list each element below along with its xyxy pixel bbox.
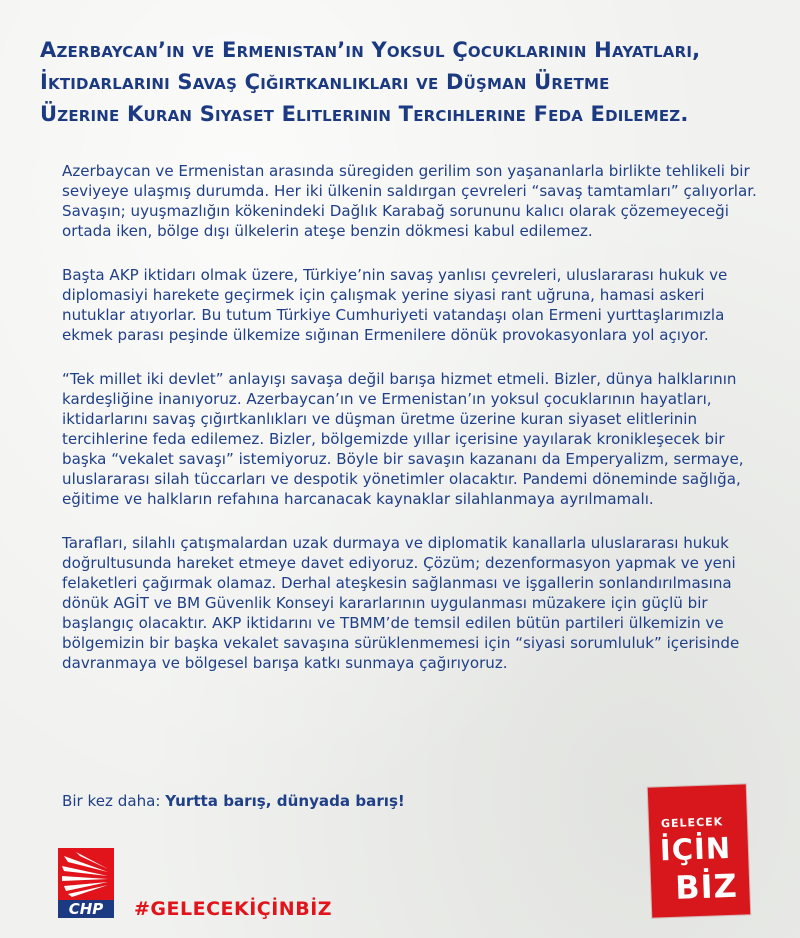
closing-slogan: Yurtta barış, dünyada barış!	[165, 792, 405, 810]
paragraph-1: Azerbaycan ve Ermenistan arasında süregiden gerilim son yaşananlarla birlikte tehlikeli bir seviyeye ulaşmış durumda. Her iki ülkenin saldırgan çevreleri “savaş tamtamları” çalıyorlar. Savaşın; uyuşmazlığın kökenindeki Dağlık Karabağ sorununu kalıcı olarak çözemeyeceği ortada iken, bölge dışı ülkelerin ateşe benzin dökmesi kabul edilemez.	[62, 162, 757, 240]
body-text	[62, 161, 762, 697]
closing-line	[62, 791, 405, 811]
chp-logo	[58, 848, 114, 918]
badge-text-middle: İÇİN	[659, 830, 732, 868]
badge-text-top: GELECEK	[660, 815, 724, 831]
paragraph-2: Başta AKP iktidarı olmak üzere, Türkiye’nin savaş yanlısı çevreleri, uluslararası hukuk ve diplomasiyi harekete geçirmek için çalışmak yerine siyasi rant uğruna, hamasi askeri nutuklar atıyorlar. Bu tutum Türkiye Cumhuriyeti vatandaşı olan Ermeni yurttaşlarımızla ekmek parası peşinde ülkemize sığınan Ermenilere dönük provokasyonlara yol açıyor.	[62, 266, 728, 344]
badge-text-bottom: BİZ	[674, 866, 739, 907]
title-line-1: Azerbaycan’ın ve Ermenistan’ın Yoksul Çocuklarının Hayatları,	[40, 38, 701, 62]
paragraph-4: Tarafları, silahlı çatışmalardan uzak durmaya ve diplomatik kanallarla uluslararası hukuk doğrultusunda hareket etmeye davet ediyoruz. Çözüm; dezenformasyon yapmak ve yeni felaketleri çağırmak olamaz. Derhal ateşkesin sağlanması ve işgallerin sonlandırılmasına dönük AGİT ve BM Güvenlik Konseyi kararlarının uygulanması müzakere için güçlü bir başlangıç olacaktır. AKP iktidarını ve TBMM’de temsil edilen bütün partileri ülkemizin ve bölgemizin bir başka vekalet savaşına sürüklenmemesi için “siyasi sorumluluk” içerisinde davranmaya ve bölgesel barışa katkı sunmaya çağırıyoruz.	[62, 534, 740, 672]
document-title	[40, 34, 770, 130]
closing-prefix: Bir kez daha:	[62, 792, 166, 810]
campaign-badge	[648, 784, 750, 917]
title-line-2: İktidarlarını Savaş Çığırtkanlıkları ve Düşman Üretme	[40, 70, 610, 94]
paragraph-3: “Tek millet iki devlet” anlayışı savaşa değil barışa hizmet etmeli. Bizler, dünya halklarının kardeşliğine inanıyoruz. Azerbaycan’ın ve Ermenistan’ın yoksul çocuklarının hayatları, iktidarlarını savaş çığırtkanlıkları ve düşman üretme üzerine kuran siyaset elitlerinin tercihlerine feda edilemez. Bizler, bölgemizde yıllar içerisine yayılarak kronikleşecek bir başka “vekalet savaşı” istemiyoruz. Böyle bir savaşın kazananı da Emperyalizm, sermaye, uluslararası silah tüccarları ve despotik yönetimler olacaktır. Pandemi döneminde sağlığa, eğitime ve halkların refahına harcanacak kaynaklar silahlanmaya ayrılmamalı.	[62, 370, 744, 508]
title-line-3: Üzerine Kuran Siyaset Elitlerinin Tercihlerine Feda Edilemez.	[40, 102, 689, 126]
chp-logo-text: CHP	[68, 900, 104, 918]
campaign-hashtag: #GELECEKİÇİNBİZ	[134, 898, 333, 920]
